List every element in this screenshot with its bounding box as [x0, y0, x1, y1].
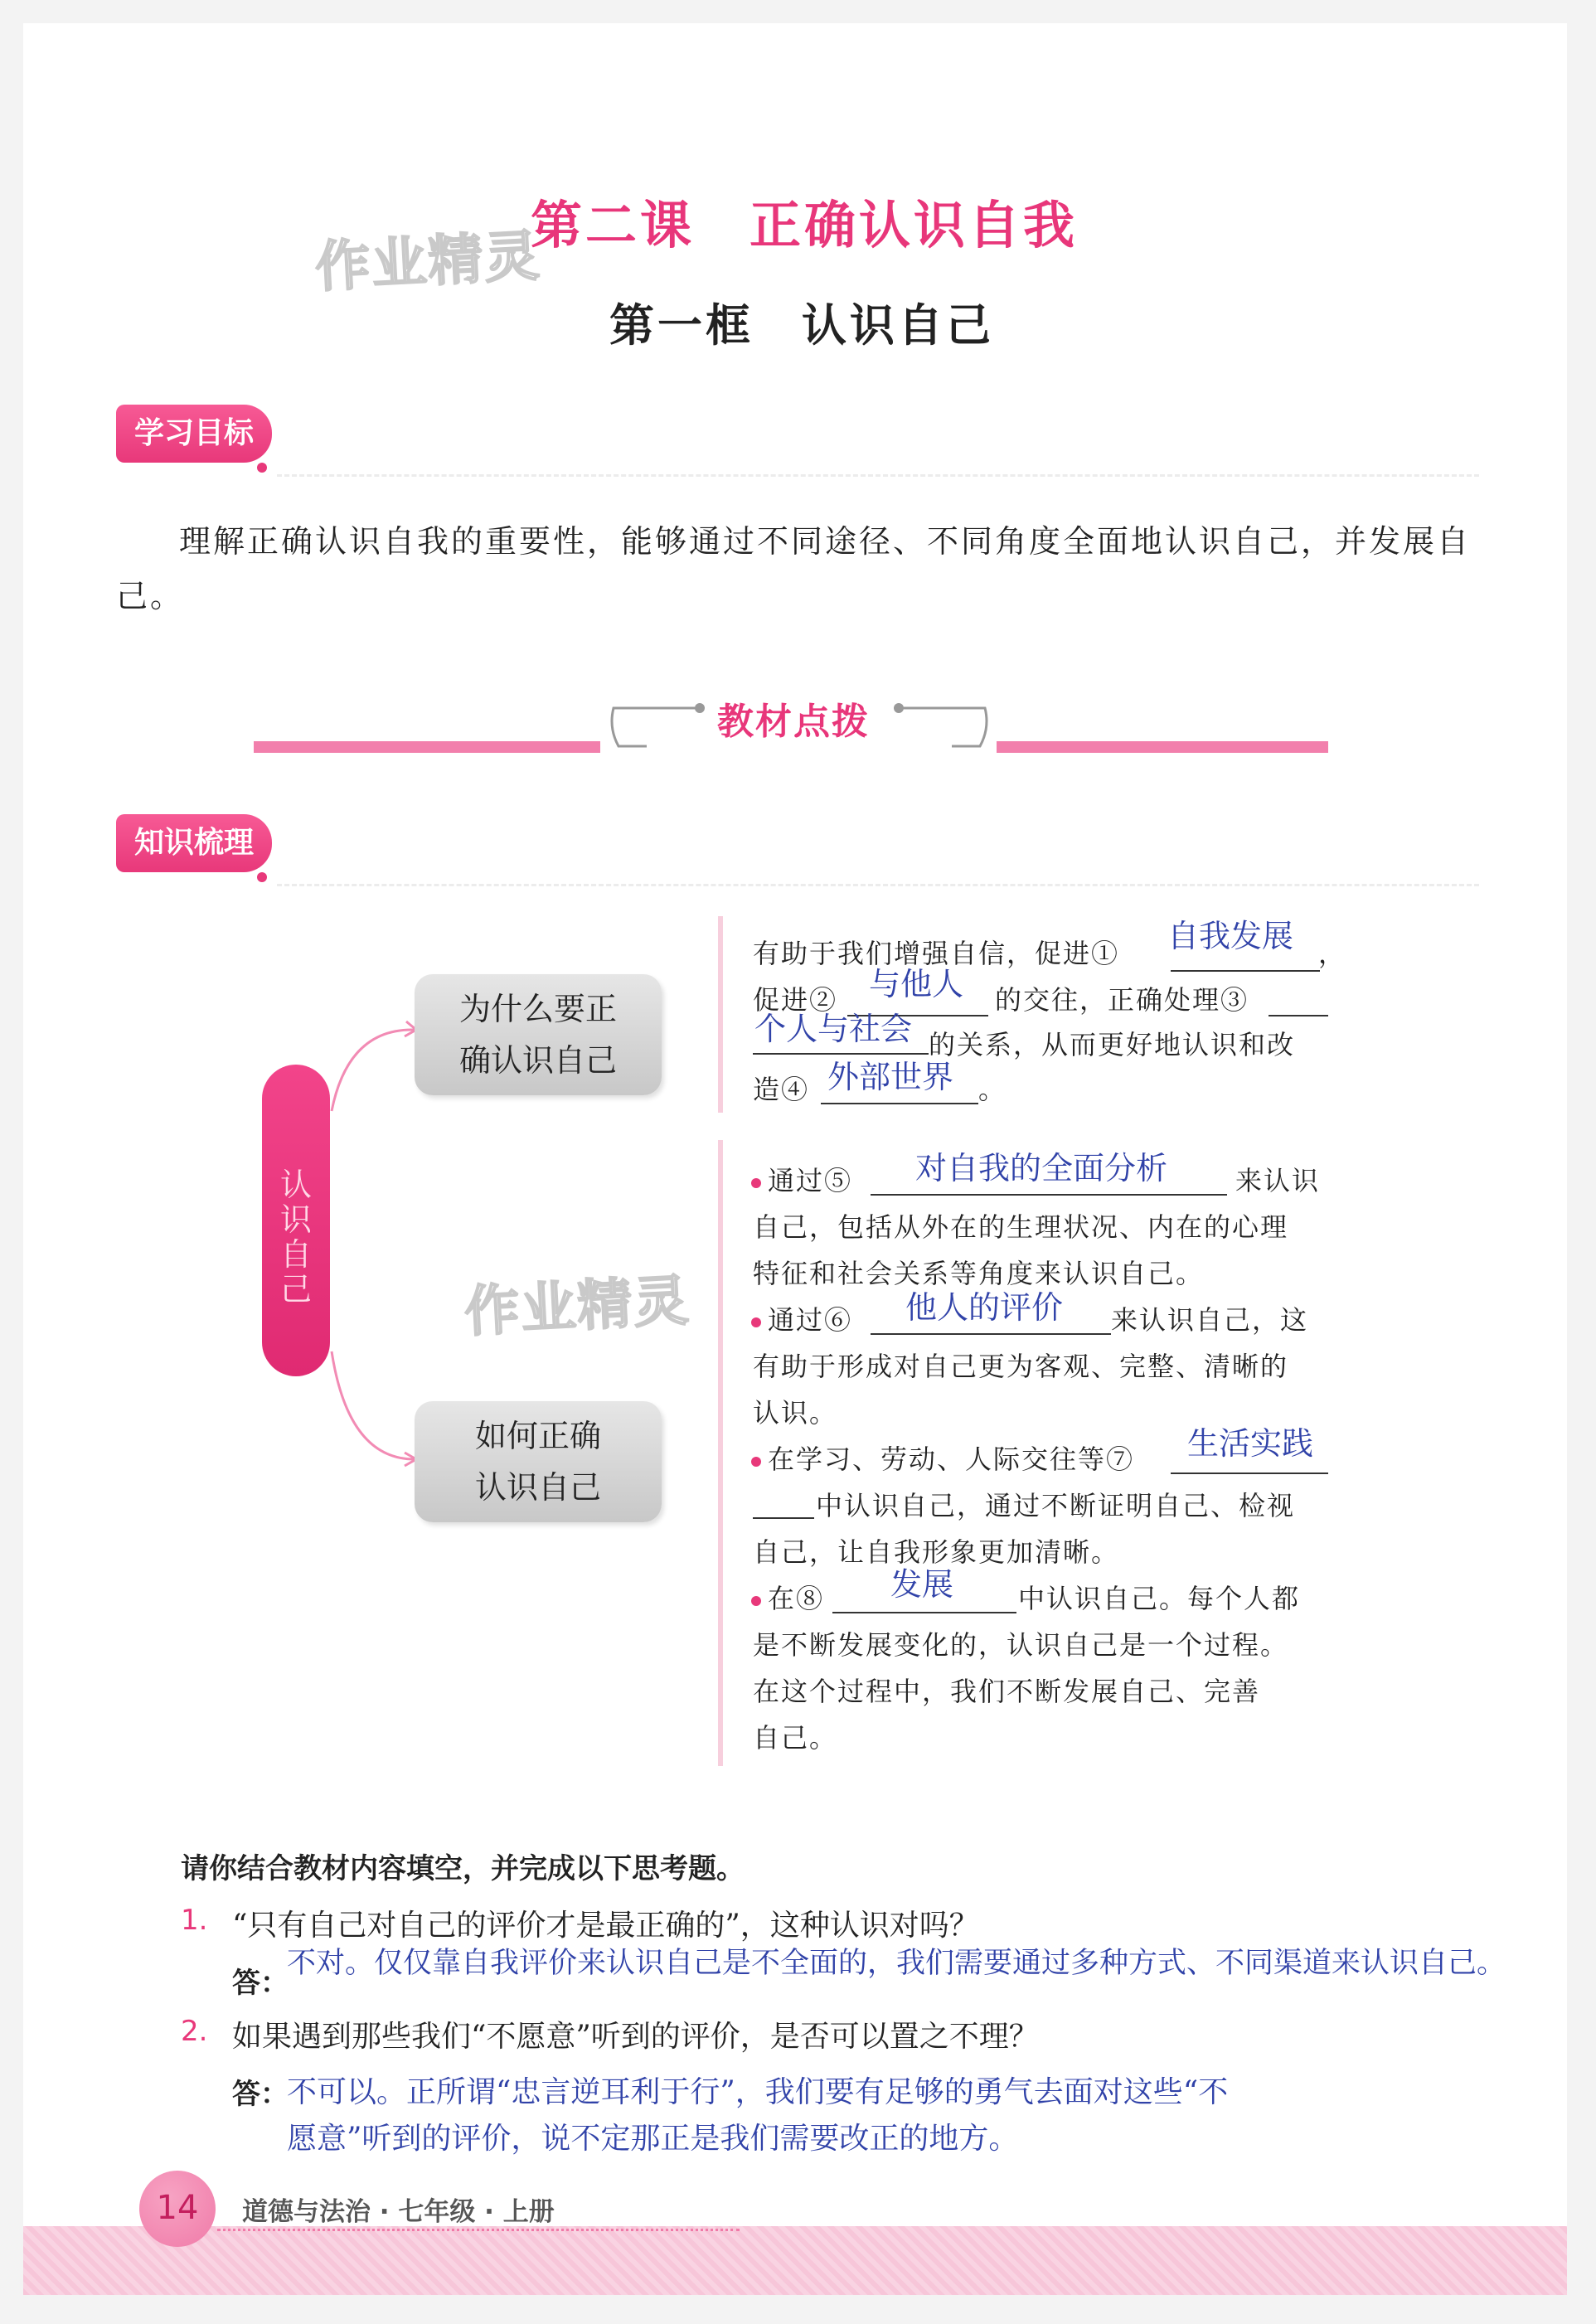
how-bullet-2: 通过⑥: [751, 1307, 852, 1333]
answer-7: 生活实践: [1187, 1425, 1314, 1462]
exercise-prompt: 请你结合教材内容填空，并完成以下思考题。: [181, 1852, 745, 1885]
how-text: 来认识: [1235, 1165, 1321, 1196]
why-node: [415, 974, 662, 1095]
how-node: [415, 1401, 662, 1522]
watermark: 作业精灵: [463, 1268, 692, 1345]
lesson-title: 第二课 正确认识自我: [531, 195, 1079, 255]
answer-5: 对自我的全面分析: [915, 1150, 1168, 1186]
mindmap-connectors: [323, 1012, 423, 1492]
how-text: 来认识自己，这: [1111, 1304, 1309, 1336]
why-text: 。: [978, 1074, 1007, 1105]
how-text: 有助于形成对自己更为客观、完整、清晰的: [753, 1351, 1289, 1382]
why-text: 促进②: [753, 984, 838, 1016]
how-text: 自己。: [753, 1722, 838, 1754]
bullet-dot: [751, 1457, 761, 1467]
how-bullet-4: 在⑧: [751, 1585, 824, 1612]
blank-5: [871, 1194, 1227, 1196]
why-text: 的关系，从而更好地认识和改: [929, 1029, 1296, 1060]
question-text: “只有自己对自己的评价才是最正确的”，这种认识对吗？: [232, 1909, 979, 1943]
blank-1: [1171, 970, 1320, 972]
frame-title: 第一框 认识自己: [609, 298, 994, 352]
how-text: 是不断发展变化的，认识自己是一个过程。: [753, 1629, 1289, 1661]
how-text: 中认识自己。每个人都: [1018, 1583, 1301, 1614]
how-text: 中认识自己，通过不断证明自己、检视: [816, 1490, 1296, 1521]
banner-bar-right: [997, 741, 1328, 753]
divider: [277, 884, 1479, 886]
answer-2: 与他人: [869, 966, 964, 1002]
section-banner-title: 教材点拨: [717, 701, 870, 743]
watermark: 作业精灵: [313, 223, 543, 300]
how-text: 自己，包括从外在的生理状况、内在的心理: [753, 1211, 1289, 1243]
blank-3-cont: [753, 1053, 929, 1055]
why-node-label: 为什么要正确认识自己: [458, 991, 617, 1079]
answer-label: 答：: [232, 1967, 289, 2000]
why-bracket: [718, 916, 723, 1113]
blank-7: [1171, 1473, 1328, 1474]
blank-3: [1269, 1015, 1328, 1016]
why-text: 的交往，正确处理③: [995, 984, 1249, 1016]
question-number: 1.: [181, 1904, 208, 1937]
how-bullet-1: 通过⑤: [751, 1167, 852, 1194]
footer-rule: [217, 2229, 740, 2231]
blank-8: [832, 1612, 1016, 1613]
answer-8: 发展: [890, 1566, 954, 1603]
answer-text: 不对。仅仅靠自我评价来认识自己是不全面的，我们需要通过多种方式、不同渠道来认识自己。: [287, 1947, 1506, 1980]
answer-1: 自我发展: [1167, 918, 1294, 954]
why-text: 有助于我们增强自信，促进①: [753, 938, 1120, 969]
bullet-dot: [751, 1317, 761, 1327]
bullet-dot: [751, 1178, 761, 1188]
why-text: 造④: [753, 1074, 810, 1105]
book-title: 道德与法治 · 七年级 · 上册: [242, 2197, 555, 2227]
how-bracket: [718, 1140, 723, 1766]
bullet-dot: [751, 1596, 761, 1606]
banner-bar-left: [254, 741, 600, 753]
how-text: 自己，让自我形象更加清晰。: [753, 1536, 1120, 1568]
blank-6: [871, 1333, 1111, 1335]
footer-band: [23, 2226, 1567, 2295]
divider: [277, 474, 1479, 477]
answer-6: 他人的评价: [905, 1289, 1064, 1326]
center-node-label: 认识自己: [279, 1167, 312, 1308]
objectives-text: 理解正确认识自我的重要性，能够通过不同途径、不同角度全面地认识自己，并发展自己。: [116, 523, 1472, 614]
how-node-label: 如何正确认识自己: [474, 1418, 601, 1506]
how-text: 在这个过程中，我们不断发展自己、完善: [753, 1676, 1261, 1707]
answer-text: 不可以。正所谓“忠言逆耳利于行”，我们要有足够的勇气去面对这些“不: [287, 2075, 1229, 2109]
answer-3: 个人与社会: [754, 1011, 913, 1047]
how-text: 认识。: [753, 1397, 838, 1429]
answer-4: 外部世界: [827, 1059, 954, 1095]
how-text: 特征和社会关系等角度来认识自己。: [753, 1258, 1205, 1289]
question-text: 如果遇到那些我们“不愿意”听到的评价，是否可以置之不理？: [232, 2020, 1039, 2054]
question-number: 2.: [181, 2015, 208, 2048]
page-number: 14: [156, 2189, 199, 2227]
how-bullet-3: 在学习、劳动、人际交往等⑦: [751, 1446, 1134, 1473]
answer-label: 答：: [232, 2078, 289, 2111]
answer-text: 愿意”听到的评价，说不定那正是我们需要改正的地方。: [287, 2122, 1019, 2156]
blank-7-cont: [753, 1517, 814, 1519]
knowledge-tag: 知识梳理: [116, 814, 272, 872]
blank-4: [821, 1103, 978, 1104]
objectives-tag: 学习目标: [116, 405, 272, 463]
why-text: ，: [1318, 938, 1347, 969]
